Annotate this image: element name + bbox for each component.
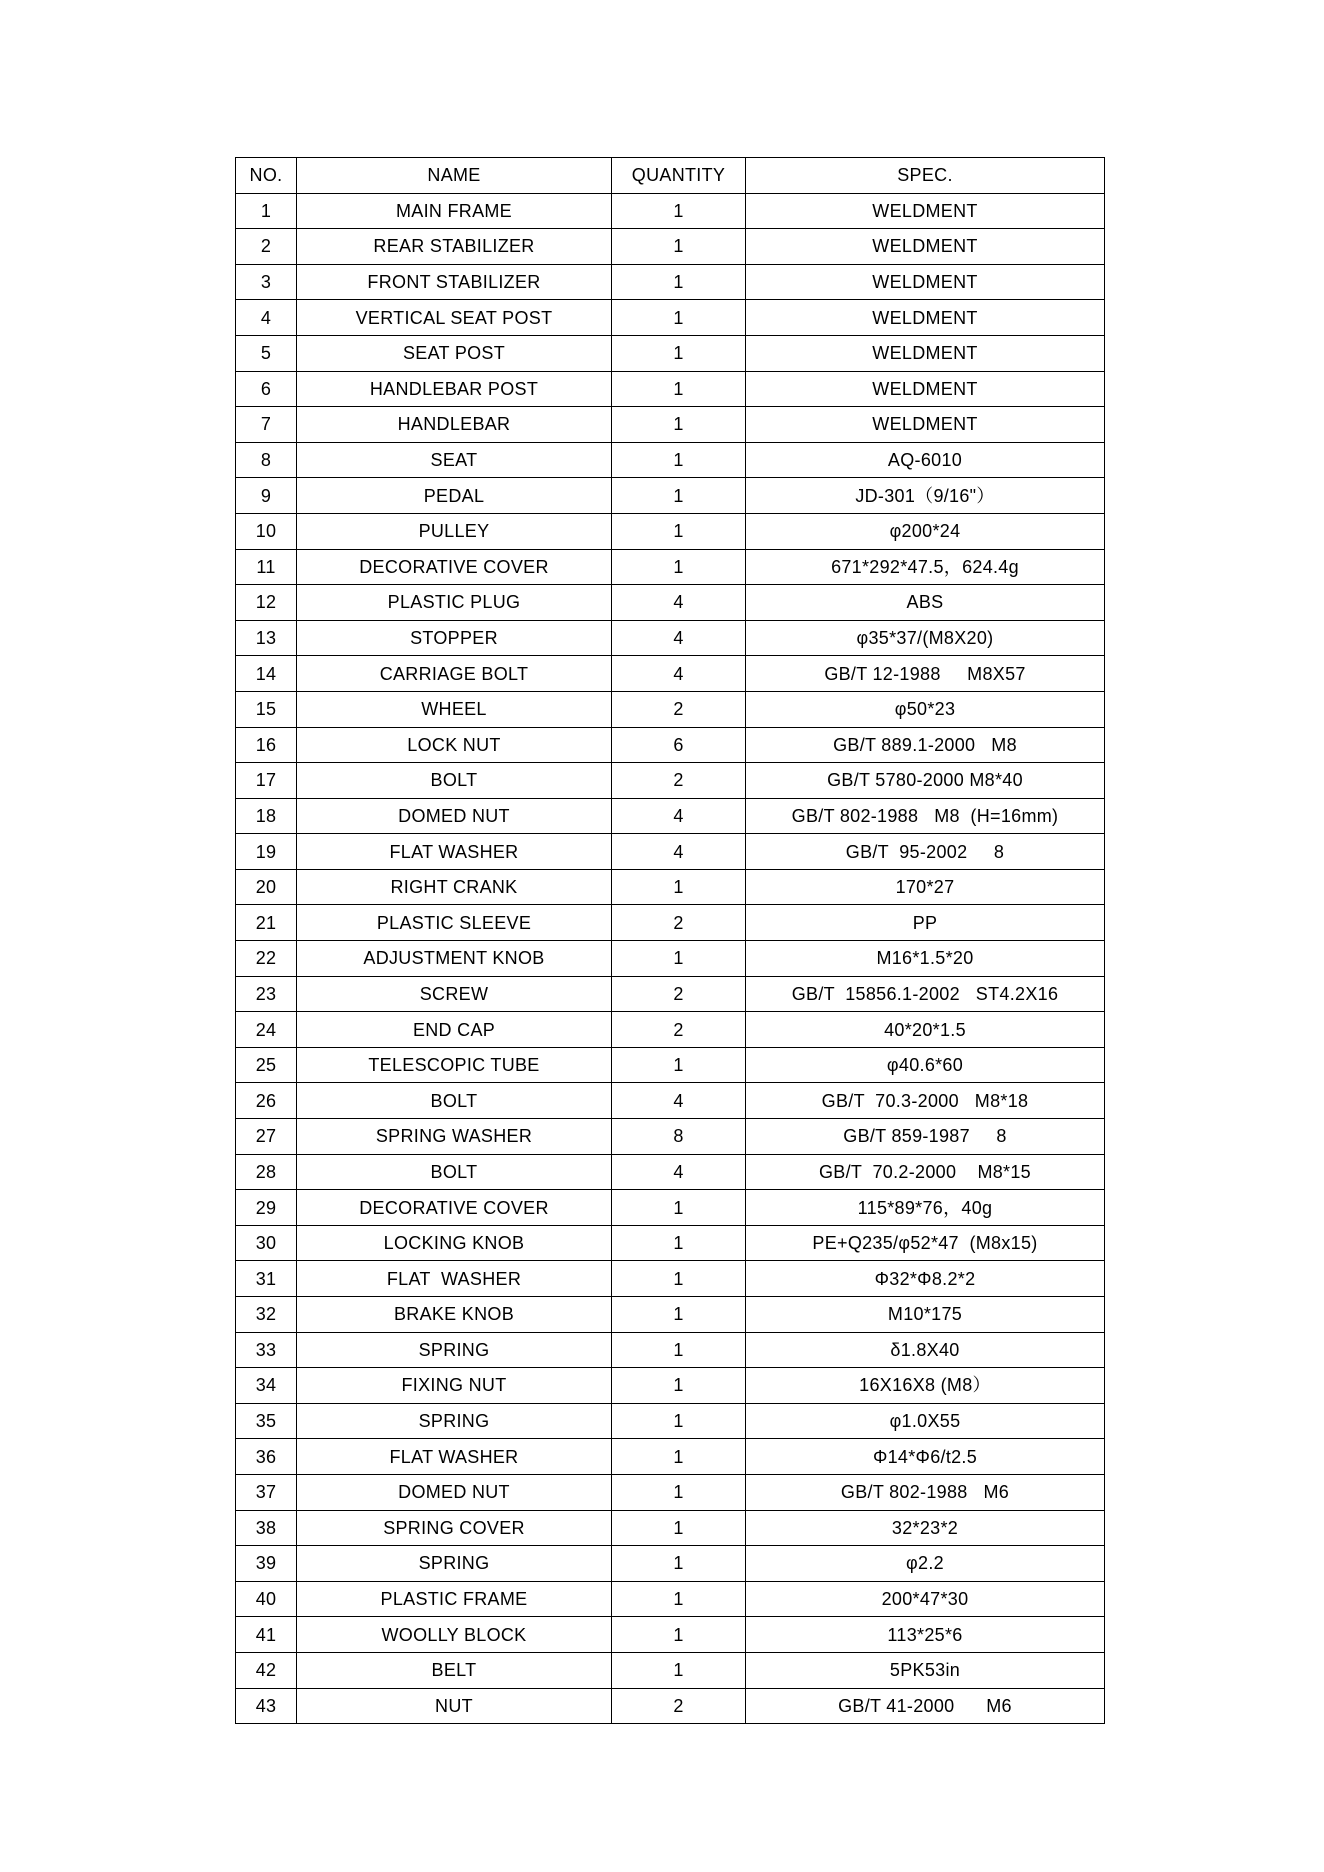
cell-spec: WELDMENT bbox=[746, 407, 1105, 443]
cell-no: 35 bbox=[236, 1403, 297, 1439]
table-row bbox=[236, 1617, 1105, 1653]
cell-name: REAR STABILIZER bbox=[297, 229, 612, 265]
cell-quantity: 1 bbox=[612, 1403, 746, 1439]
cell-spec: WELDMENT bbox=[746, 264, 1105, 300]
cell-spec: GB/T 859-1987 8 bbox=[746, 1119, 1105, 1155]
cell-spec: AQ-6010 bbox=[746, 442, 1105, 478]
cell-name: WOOLLY BLOCK bbox=[297, 1617, 612, 1653]
table-row bbox=[236, 585, 1105, 621]
cell-name: DECORATIVE COVER bbox=[297, 1190, 612, 1226]
table-row bbox=[236, 1225, 1105, 1261]
cell-quantity: 4 bbox=[612, 798, 746, 834]
cell-name: FLAT WASHER bbox=[297, 834, 612, 870]
cell-name: SCREW bbox=[297, 976, 612, 1012]
cell-spec: GB/T 802-1988 M8 (H=16mm) bbox=[746, 798, 1105, 834]
cell-name: SEAT bbox=[297, 442, 612, 478]
cell-name: PULLEY bbox=[297, 513, 612, 549]
cell-no: 12 bbox=[236, 585, 297, 621]
cell-name: BRAKE KNOB bbox=[297, 1297, 612, 1333]
table-row bbox=[236, 941, 1105, 977]
cell-no: 14 bbox=[236, 656, 297, 692]
cell-no: 29 bbox=[236, 1190, 297, 1226]
cell-name: SPRING bbox=[297, 1403, 612, 1439]
cell-name: BOLT bbox=[297, 1083, 612, 1119]
cell-no: 4 bbox=[236, 300, 297, 336]
cell-no: 3 bbox=[236, 264, 297, 300]
cell-quantity: 4 bbox=[612, 585, 746, 621]
cell-quantity: 4 bbox=[612, 1083, 746, 1119]
table-row bbox=[236, 1012, 1105, 1048]
cell-no: 16 bbox=[236, 727, 297, 763]
cell-spec: M10*175 bbox=[746, 1297, 1105, 1333]
table-row bbox=[236, 1510, 1105, 1546]
table-row bbox=[236, 763, 1105, 799]
cell-name: FLAT WASHER bbox=[297, 1261, 612, 1297]
cell-quantity: 1 bbox=[612, 869, 746, 905]
table-header-row bbox=[236, 158, 1105, 194]
cell-name: MAIN FRAME bbox=[297, 193, 612, 229]
cell-spec: δ1.8X40 bbox=[746, 1332, 1105, 1368]
cell-quantity: 8 bbox=[612, 1119, 746, 1155]
table-row bbox=[236, 1119, 1105, 1155]
parts-table-body bbox=[236, 193, 1105, 1724]
table-row bbox=[236, 869, 1105, 905]
cell-name: SPRING bbox=[297, 1546, 612, 1582]
cell-spec: φ40.6*60 bbox=[746, 1047, 1105, 1083]
cell-spec: WELDMENT bbox=[746, 300, 1105, 336]
cell-quantity: 1 bbox=[612, 300, 746, 336]
table-row bbox=[236, 442, 1105, 478]
table-row bbox=[236, 407, 1105, 443]
cell-spec: GB/T 70.2-2000 M8*15 bbox=[746, 1154, 1105, 1190]
cell-no: 32 bbox=[236, 1297, 297, 1333]
cell-spec: WELDMENT bbox=[746, 335, 1105, 371]
cell-name: FIXING NUT bbox=[297, 1368, 612, 1404]
cell-spec: GB/T 802-1988 M6 bbox=[746, 1474, 1105, 1510]
cell-no: 19 bbox=[236, 834, 297, 870]
cell-no: 17 bbox=[236, 763, 297, 799]
cell-quantity: 1 bbox=[612, 478, 746, 514]
cell-name: FRONT STABILIZER bbox=[297, 264, 612, 300]
cell-no: 30 bbox=[236, 1225, 297, 1261]
header-quantity: QUANTITY bbox=[612, 158, 746, 194]
cell-spec: GB/T 41-2000 M6 bbox=[746, 1688, 1105, 1724]
cell-no: 9 bbox=[236, 478, 297, 514]
cell-name: ADJUSTMENT KNOB bbox=[297, 941, 612, 977]
table-row bbox=[236, 300, 1105, 336]
cell-no: 7 bbox=[236, 407, 297, 443]
cell-quantity: 2 bbox=[612, 1688, 746, 1724]
cell-no: 33 bbox=[236, 1332, 297, 1368]
cell-quantity: 2 bbox=[612, 976, 746, 1012]
table-row bbox=[236, 1083, 1105, 1119]
table-row bbox=[236, 1652, 1105, 1688]
cell-spec: φ2.2 bbox=[746, 1546, 1105, 1582]
cell-quantity: 1 bbox=[612, 442, 746, 478]
cell-quantity: 1 bbox=[612, 229, 746, 265]
cell-no: 18 bbox=[236, 798, 297, 834]
cell-quantity: 1 bbox=[612, 1652, 746, 1688]
header-no: NO. bbox=[236, 158, 297, 194]
cell-no: 13 bbox=[236, 620, 297, 656]
cell-spec: GB/T 12-1988 M8X57 bbox=[746, 656, 1105, 692]
cell-no: 39 bbox=[236, 1546, 297, 1582]
table-row bbox=[236, 1047, 1105, 1083]
cell-spec: 32*23*2 bbox=[746, 1510, 1105, 1546]
cell-no: 22 bbox=[236, 941, 297, 977]
cell-name: END CAP bbox=[297, 1012, 612, 1048]
table-row bbox=[236, 229, 1105, 265]
cell-quantity: 4 bbox=[612, 620, 746, 656]
cell-spec: GB/T 889.1-2000 M8 bbox=[746, 727, 1105, 763]
table-row bbox=[236, 1261, 1105, 1297]
table-row bbox=[236, 193, 1105, 229]
table-row bbox=[236, 1332, 1105, 1368]
cell-spec: φ35*37/(M8X20) bbox=[746, 620, 1105, 656]
cell-no: 21 bbox=[236, 905, 297, 941]
cell-name: LOCK NUT bbox=[297, 727, 612, 763]
table-row bbox=[236, 549, 1105, 585]
cell-no: 25 bbox=[236, 1047, 297, 1083]
cell-quantity: 4 bbox=[612, 834, 746, 870]
table-row bbox=[236, 1190, 1105, 1226]
cell-no: 8 bbox=[236, 442, 297, 478]
cell-quantity: 1 bbox=[612, 1225, 746, 1261]
cell-name: WHEEL bbox=[297, 691, 612, 727]
cell-quantity: 4 bbox=[612, 1154, 746, 1190]
cell-name: FLAT WASHER bbox=[297, 1439, 612, 1475]
cell-no: 31 bbox=[236, 1261, 297, 1297]
table-row bbox=[236, 976, 1105, 1012]
cell-no: 2 bbox=[236, 229, 297, 265]
cell-quantity: 1 bbox=[612, 407, 746, 443]
table-row bbox=[236, 1403, 1105, 1439]
cell-name: DECORATIVE COVER bbox=[297, 549, 612, 585]
cell-no: 23 bbox=[236, 976, 297, 1012]
cell-spec: 170*27 bbox=[746, 869, 1105, 905]
cell-name: CARRIAGE BOLT bbox=[297, 656, 612, 692]
cell-no: 38 bbox=[236, 1510, 297, 1546]
table-row bbox=[236, 1368, 1105, 1404]
cell-quantity: 1 bbox=[612, 1439, 746, 1475]
cell-quantity: 1 bbox=[612, 549, 746, 585]
table-row bbox=[236, 1439, 1105, 1475]
cell-no: 42 bbox=[236, 1652, 297, 1688]
cell-no: 1 bbox=[236, 193, 297, 229]
cell-spec: Φ32*Φ8.2*2 bbox=[746, 1261, 1105, 1297]
cell-name: LOCKING KNOB bbox=[297, 1225, 612, 1261]
cell-no: 15 bbox=[236, 691, 297, 727]
cell-quantity: 2 bbox=[612, 1012, 746, 1048]
cell-spec: WELDMENT bbox=[746, 193, 1105, 229]
table-row bbox=[236, 335, 1105, 371]
cell-no: 41 bbox=[236, 1617, 297, 1653]
cell-name: PLASTIC SLEEVE bbox=[297, 905, 612, 941]
cell-spec: GB/T 95-2002 8 bbox=[746, 834, 1105, 870]
cell-quantity: 1 bbox=[612, 1332, 746, 1368]
cell-spec: φ200*24 bbox=[746, 513, 1105, 549]
cell-name: VERTICAL SEAT POST bbox=[297, 300, 612, 336]
cell-quantity: 1 bbox=[612, 1581, 746, 1617]
cell-no: 40 bbox=[236, 1581, 297, 1617]
cell-no: 37 bbox=[236, 1474, 297, 1510]
table-row bbox=[236, 1546, 1105, 1582]
cell-spec: 5PK53in bbox=[746, 1652, 1105, 1688]
cell-quantity: 1 bbox=[612, 371, 746, 407]
cell-spec: 200*47*30 bbox=[746, 1581, 1105, 1617]
table-row bbox=[236, 1297, 1105, 1333]
table-row bbox=[236, 1154, 1105, 1190]
cell-no: 5 bbox=[236, 335, 297, 371]
cell-spec: M16*1.5*20 bbox=[746, 941, 1105, 977]
table-row bbox=[236, 656, 1105, 692]
cell-name: PEDAL bbox=[297, 478, 612, 514]
cell-quantity: 1 bbox=[612, 1617, 746, 1653]
cell-no: 6 bbox=[236, 371, 297, 407]
cell-quantity: 1 bbox=[612, 1047, 746, 1083]
cell-quantity: 4 bbox=[612, 656, 746, 692]
cell-spec: WELDMENT bbox=[746, 371, 1105, 407]
cell-quantity: 1 bbox=[612, 1546, 746, 1582]
cell-name: TELESCOPIC TUBE bbox=[297, 1047, 612, 1083]
cell-no: 24 bbox=[236, 1012, 297, 1048]
cell-spec: GB/T 15856.1-2002 ST4.2X16 bbox=[746, 976, 1105, 1012]
cell-name: NUT bbox=[297, 1688, 612, 1724]
cell-spec: PP bbox=[746, 905, 1105, 941]
table-row bbox=[236, 264, 1105, 300]
cell-no: 20 bbox=[236, 869, 297, 905]
cell-quantity: 1 bbox=[612, 941, 746, 977]
cell-spec: GB/T 70.3-2000 M8*18 bbox=[746, 1083, 1105, 1119]
cell-name: DOMED NUT bbox=[297, 1474, 612, 1510]
cell-name: STOPPER bbox=[297, 620, 612, 656]
cell-quantity: 1 bbox=[612, 1510, 746, 1546]
cell-quantity: 1 bbox=[612, 1368, 746, 1404]
table-row bbox=[236, 691, 1105, 727]
cell-quantity: 1 bbox=[612, 513, 746, 549]
header-name: NAME bbox=[297, 158, 612, 194]
cell-spec: 16X16X8 (M8） bbox=[746, 1368, 1105, 1404]
cell-spec: JD-301（9/16"） bbox=[746, 478, 1105, 514]
cell-no: 26 bbox=[236, 1083, 297, 1119]
cell-quantity: 2 bbox=[612, 763, 746, 799]
cell-spec: GB/T 5780-2000 M8*40 bbox=[746, 763, 1105, 799]
table-row bbox=[236, 513, 1105, 549]
table-row bbox=[236, 620, 1105, 656]
table-row bbox=[236, 798, 1105, 834]
cell-name: SPRING bbox=[297, 1332, 612, 1368]
header-spec: SPEC. bbox=[746, 158, 1105, 194]
cell-name: SPRING COVER bbox=[297, 1510, 612, 1546]
cell-spec: ABS bbox=[746, 585, 1105, 621]
cell-no: 11 bbox=[236, 549, 297, 585]
cell-quantity: 1 bbox=[612, 264, 746, 300]
cell-spec: Φ14*Φ6/t2.5 bbox=[746, 1439, 1105, 1475]
cell-no: 10 bbox=[236, 513, 297, 549]
cell-name: RIGHT CRANK bbox=[297, 869, 612, 905]
cell-name: PLASTIC FRAME bbox=[297, 1581, 612, 1617]
cell-quantity: 1 bbox=[612, 1474, 746, 1510]
cell-quantity: 2 bbox=[612, 905, 746, 941]
cell-name: SPRING WASHER bbox=[297, 1119, 612, 1155]
cell-quantity: 1 bbox=[612, 1261, 746, 1297]
table-row bbox=[236, 371, 1105, 407]
cell-spec: 113*25*6 bbox=[746, 1617, 1105, 1653]
cell-name: BOLT bbox=[297, 1154, 612, 1190]
cell-name: HANDLEBAR bbox=[297, 407, 612, 443]
cell-name: BOLT bbox=[297, 763, 612, 799]
table-row bbox=[236, 478, 1105, 514]
cell-no: 43 bbox=[236, 1688, 297, 1724]
cell-spec: 40*20*1.5 bbox=[746, 1012, 1105, 1048]
table-row bbox=[236, 905, 1105, 941]
cell-no: 36 bbox=[236, 1439, 297, 1475]
cell-spec: WELDMENT bbox=[746, 229, 1105, 265]
cell-spec: 671*292*47.5，624.4g bbox=[746, 549, 1105, 585]
table-row bbox=[236, 1688, 1105, 1724]
cell-quantity: 1 bbox=[612, 193, 746, 229]
cell-spec: φ50*23 bbox=[746, 691, 1105, 727]
parts-list-table bbox=[235, 157, 1105, 1724]
cell-no: 28 bbox=[236, 1154, 297, 1190]
table-row bbox=[236, 834, 1105, 870]
cell-no: 27 bbox=[236, 1119, 297, 1155]
cell-quantity: 2 bbox=[612, 691, 746, 727]
cell-name: BELT bbox=[297, 1652, 612, 1688]
cell-name: HANDLEBAR POST bbox=[297, 371, 612, 407]
cell-name: SEAT POST bbox=[297, 335, 612, 371]
cell-no: 34 bbox=[236, 1368, 297, 1404]
table-row bbox=[236, 727, 1105, 763]
table-row bbox=[236, 1474, 1105, 1510]
cell-quantity: 1 bbox=[612, 1297, 746, 1333]
table-row bbox=[236, 1581, 1105, 1617]
cell-spec: 115*89*76，40g bbox=[746, 1190, 1105, 1226]
cell-spec: φ1.0X55 bbox=[746, 1403, 1105, 1439]
cell-spec: PE+Q235/φ52*47 (M8x15) bbox=[746, 1225, 1105, 1261]
cell-name: PLASTIC PLUG bbox=[297, 585, 612, 621]
cell-quantity: 1 bbox=[612, 1190, 746, 1226]
cell-name: DOMED NUT bbox=[297, 798, 612, 834]
cell-quantity: 6 bbox=[612, 727, 746, 763]
cell-quantity: 1 bbox=[612, 335, 746, 371]
